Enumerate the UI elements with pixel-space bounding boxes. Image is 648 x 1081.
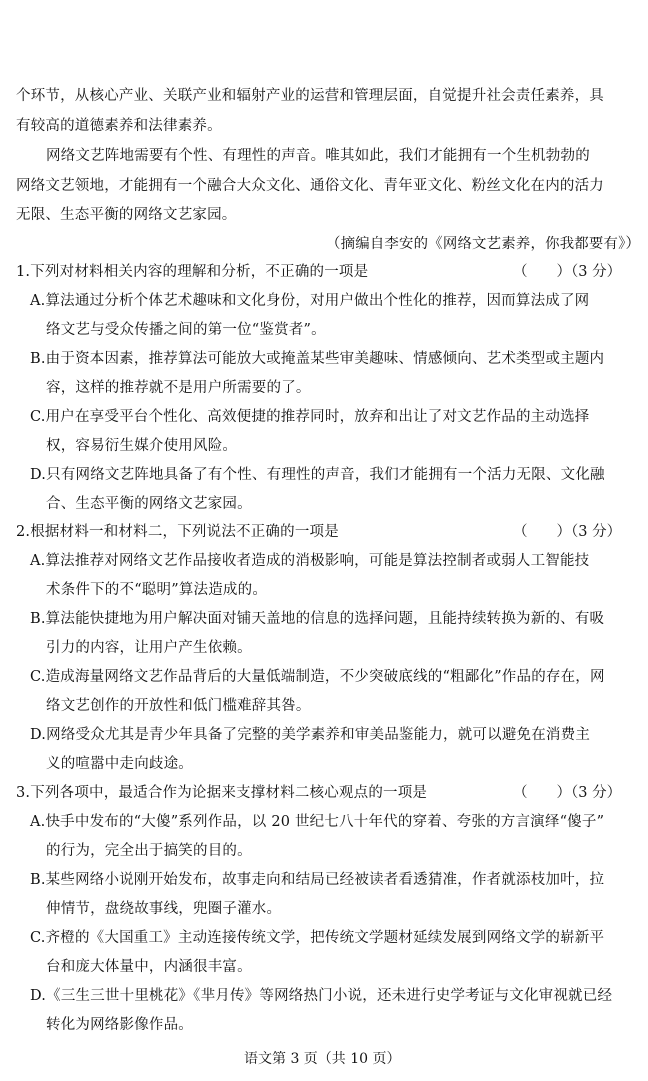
- answer-slot: （ ）（3 分）: [513, 264, 622, 280]
- option-d: D.《三生三世十里桃花》《芈月传》等网络热门小说，还未进行史学考证与文化审视就已经: [30, 988, 613, 1004]
- option-c-cont: 权，容易衍生媒介使用风险。: [46, 438, 238, 454]
- option-a: A.算法推荐对网络文艺作品接收者造成的消极影响，可能是算法控制者或弱人工智能技: [30, 553, 590, 569]
- answer-slot: （ ）（3 分）: [513, 785, 622, 801]
- option-b: B.算法能快捷地为用户解决面对铺天盖地的信息的选择问题，且能持续转换为新的、有吸: [30, 611, 605, 627]
- option-a: A.快手中发布的“大傻”系列作品，以 20 世纪七八十年代的穿着、夸张的方言演绎“傻子”: [30, 814, 605, 830]
- option-c: C.齐橙的《大国重工》主动连接传统文学，把传统文学题材延续发展到网络文学的崭新平: [30, 930, 605, 946]
- option-b-cont: 伸情节，盘绕故事线，兜圈子灌水。: [46, 901, 282, 917]
- question-stem: 2.根据材料一和材料二，下列说法不正确的一项是: [16, 524, 339, 540]
- page-footer: 语文第 3 页（共 10 页）: [244, 1051, 401, 1067]
- option-a-cont: 络文艺与受众传播之间的第一位“鉴赏者”。: [46, 322, 326, 338]
- passage-paragraph: 网络文艺阵地需要有个性、有理性的声音。唯其如此，我们才能拥有一个生机勃勃的: [46, 148, 590, 164]
- passage-line: 无限、生态平衡的网络文艺家园。: [16, 207, 237, 223]
- passage-line: 个环节，从核心产业、关联产业和辐射产业的运营和管理层面，自觉提升社会责任素养，具: [16, 88, 604, 104]
- option-a: A.算法通过分析个体艺术趣味和文化身份，对用户做出个性化的推荐，因而算法成了网: [30, 293, 590, 309]
- option-b-cont: 容，这样的推荐就不是用户所需要的了。: [46, 380, 311, 396]
- passage-source: （摘编自李安的《网络文艺素养，你我都要有》）: [326, 236, 641, 252]
- option-a-cont: 的行为，完全出于搞笑的目的。: [46, 843, 252, 859]
- option-c-cont: 台和庞大体量中，内涵很丰富。: [46, 959, 252, 975]
- option-d-cont: 合、生态平衡的网络文艺家园。: [46, 496, 252, 512]
- option-c: C.造成海量网络文艺作品背后的大量低端制造，不少突破底线的“粗鄙化”作品的存在，网: [30, 669, 605, 685]
- option-d-cont: 义的喧嚣中走向歧途。: [46, 756, 193, 772]
- option-b-cont: 引力的内容，让用户产生依赖。: [46, 640, 252, 656]
- passage-line: 有较高的道德素养和法律素养。: [16, 118, 222, 134]
- option-c: C.用户在享受平台个性化、高效便捷的推荐同时，放弃和出让了对文艺作品的主动选择: [30, 409, 590, 425]
- passage-line: 网络文艺领地，才能拥有一个融合大众文化、通俗文化、青年亚文化、粉丝文化在内的活力: [16, 178, 604, 194]
- answer-slot: （ ）（3 分）: [513, 524, 622, 540]
- question-stem: 3.下列各项中，最适合作为论据来支撑材料二核心观点的一项是: [16, 785, 428, 801]
- option-c-cont: 络文艺创作的开放性和低门槛难辞其咎。: [46, 698, 311, 714]
- option-d-cont: 转化为网络影像作品。: [46, 1017, 193, 1033]
- option-b: B.由于资本因素，推荐算法可能放大或掩盖某些审美趣味、情感倾向、艺术类型或主题内: [30, 351, 605, 367]
- option-d: D.只有网络文艺阵地具备了有个性、有理性的声音，我们才能拥有一个活力无限、文化融: [30, 467, 605, 483]
- question-stem: 1.下列对材料相关内容的理解和分析，不正确的一项是: [16, 264, 369, 280]
- option-a-cont: 术条件下的不“聪明”算法造成的。: [46, 582, 268, 598]
- option-b: B.某些网络小说刚开始发布，故事走向和结局已经被读者看透猜准，作者就添枝加叶，拉: [30, 872, 605, 888]
- option-d: D.网络受众尤其是青少年具备了完整的美学素养和审美品鉴能力，就可以避免在消费主: [30, 727, 591, 743]
